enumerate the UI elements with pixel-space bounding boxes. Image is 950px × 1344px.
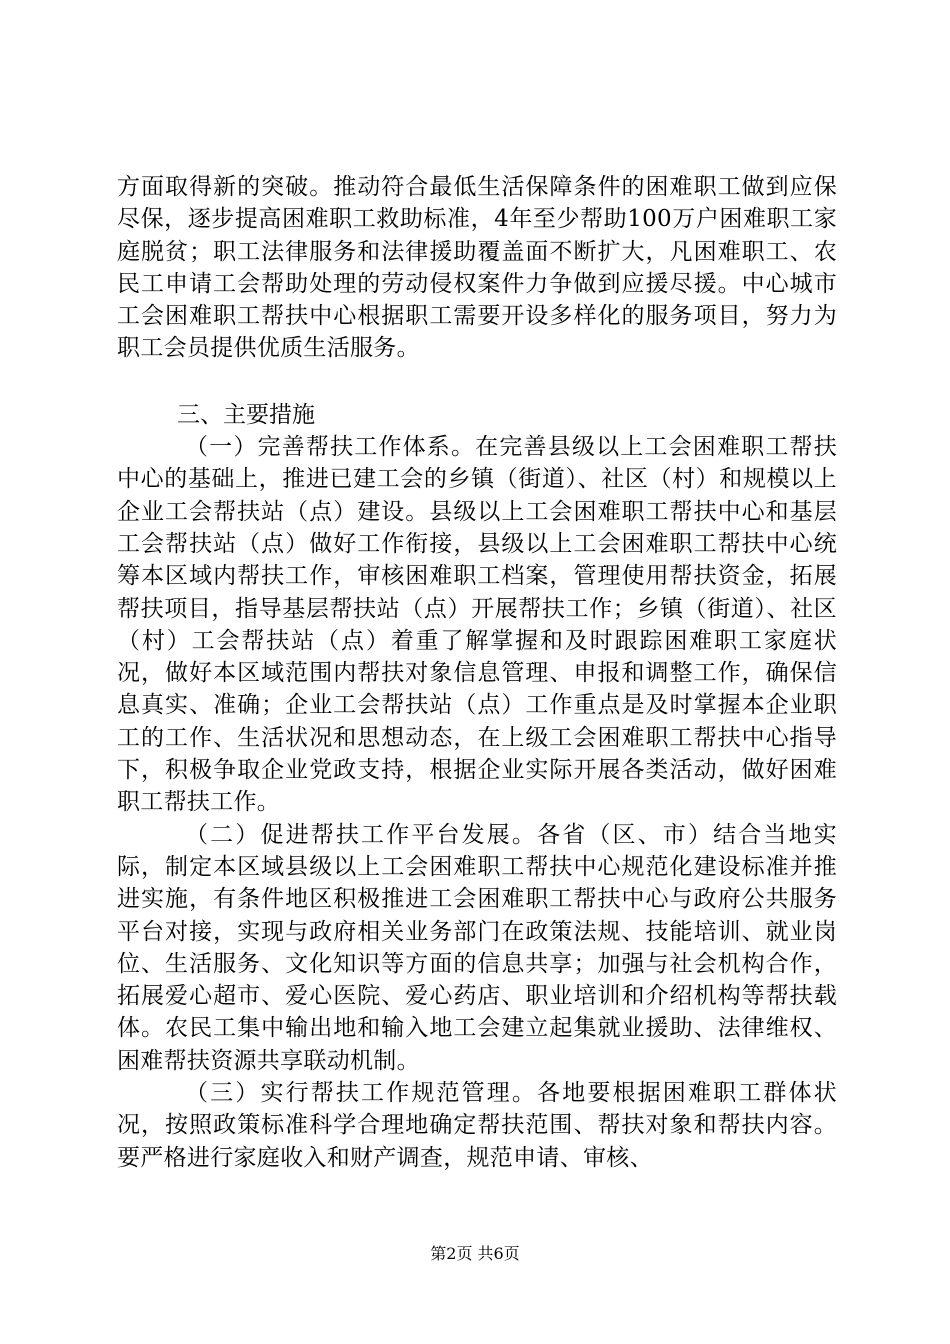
- paragraph-measure-3: （三）实行帮扶工作规范管理。各地要根据困难职工群体状况，按照政策标准科学合理地确定帮扶范围、帮扶对象和帮扶内容。要严格进行家庭收入和财产调查，规范申请、审核、: [117, 1080, 837, 1171]
- section-heading: 三、主要措施: [177, 401, 315, 428]
- paragraph-measure-2: （二）促进帮扶工作平台发展。各省（区、市）结合当地实际，制定本区域县级以上工会困难职工帮扶中心规范化建设标准并推进实施，有条件地区积极推进工会困难职工帮扶中心与政府公共服务平台对接，实现与政府相关业务部门在政策法规、技能培训、就业岗位、生活服务、文化知识等方面的信息共享；加强与社会机构合作，拓展爱心超市、爱心医院、爱心药店、职业培训和介绍机构等帮扶载体。农民工集中输出地和输入地工会建立起集就业援助、法律维权、困难帮扶资源共享联动机制。: [117, 821, 837, 1074]
- paragraph-intro: 方面取得新的突破。推动符合最低生活保障条件的困难职工做到应保尽保，逐步提高困难职工救助标准，4年至少帮助100万户困难职工家庭脱贫；职工法律服务和法律援助覆盖面不断扩大，凡困难职工、农民工申请工会帮助处理的劳动侵权案件力争做到应援尽援。中心城市工会困难职工帮扶中心根据职工需要开设多样化的服务项目，努力为职工会员提供优质生活服务。: [117, 174, 837, 362]
- paragraph-measure-1: （一）完善帮扶工作体系。在完善县级以上工会困难职工帮扶中心的基础上，推进已建工会的乡镇（街道）、社区（村）和规模以上企业工会帮扶站（点）建设。县级以上工会困难职工帮扶中心和基层工会帮扶站（点）做好工作衔接，县级以上工会困难职工帮扶中心统筹本区域内帮扶工作，审核困难职工档案，管理使用帮扶资金，拓展帮扶项目，指导基层帮扶站（点）开展帮扶工作；乡镇（街道）、社区（村）工会帮扶站（点）着重了解掌握和及时跟踪困难职工家庭状况，做好本区域范围内帮扶对象信息管理、申报和调整工作，确保信息真实、准确；企业工会帮扶站（点）工作重点是及时掌握本企业职工的工作、生活状况和思想动态，在上级工会困难职工帮扶中心指导下，积极争取企业党政支持，根据企业实际开展各类活动，做好困难职工帮扶工作。: [117, 434, 837, 816]
- page-footer: 第2页 共6页: [430, 1244, 520, 1263]
- document-body: [117, 171, 837, 1174]
- paragraph-gap: [117, 365, 837, 399]
